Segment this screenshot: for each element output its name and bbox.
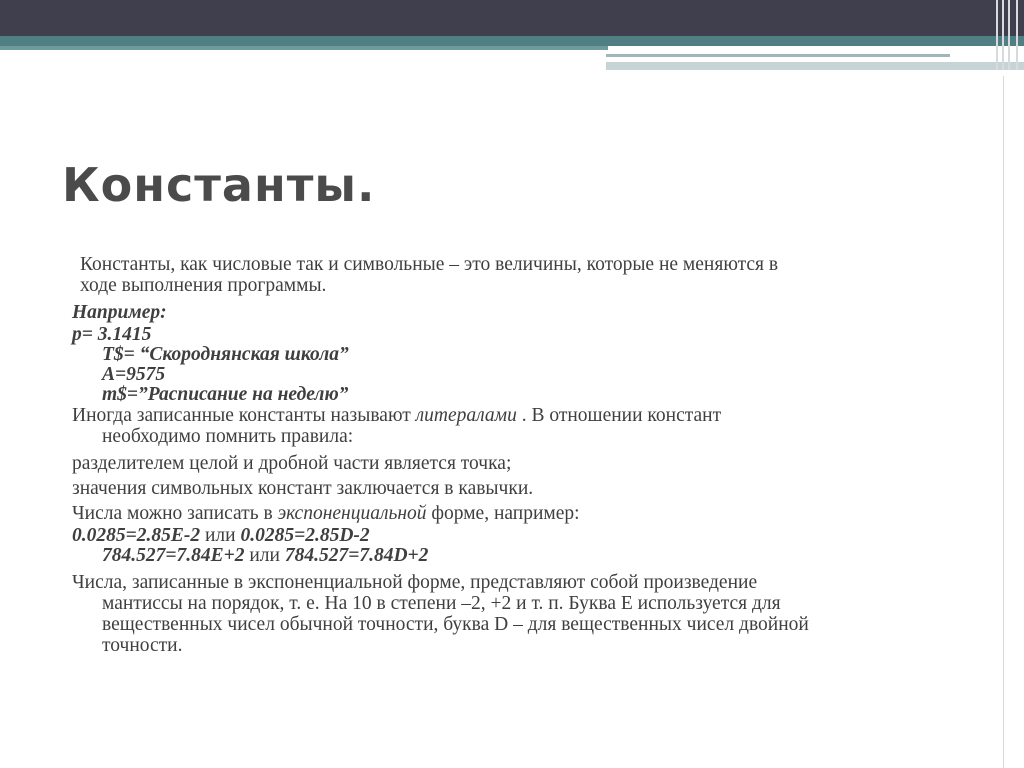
final-text: мантиссы на порядок, т. е. На 10 в степени –2, +2 и т. п. Буква Е используется для — [102, 593, 781, 614]
decor-stripe — [606, 54, 950, 57]
rule-item: разделителем целой и дробной части является точка; — [72, 453, 512, 474]
final-text: Числа, записанные в экспоненциальной форме, представляют собой произведение — [72, 572, 758, 593]
exponential-example: 784.527=7.84E+2 или 784.527=7.84D+2 — [102, 545, 429, 566]
header-bar — [0, 0, 1024, 36]
final-text: вещественных чисел обычной точности, буква D – для вещественных чисел двойной — [102, 614, 809, 635]
decor-stripe — [606, 62, 1024, 70]
example-item: m$=”Расписание на неделю” — [102, 384, 349, 405]
slide-title: Константы. — [62, 158, 376, 212]
exponential-text: форме, например: — [426, 503, 580, 524]
example-label: Например: — [72, 302, 167, 323]
decor-right-rule — [1003, 76, 1004, 768]
intro-paragraph — [80, 254, 962, 296]
intro-line: Константы, как числовые так и символьные – это величины, которые не меняются в — [80, 254, 779, 275]
exponential-examples — [72, 526, 962, 566]
literals-text: . В отношении констант — [516, 405, 722, 426]
example-item: T$= “Скороднянская школа” — [102, 344, 349, 365]
decor-edge-lines — [992, 0, 1024, 70]
slide-body — [72, 254, 962, 662]
literals-term: литералами — [415, 405, 517, 426]
rule-item: значения символьных констант заключается в кавычки. — [72, 478, 534, 499]
final-text: точности. — [102, 635, 183, 656]
exponential-example: 0.0285=2.85E-2 или 0.0285=2.85D-2 — [72, 525, 370, 546]
exponential-term: экспоненциальной — [277, 503, 427, 524]
intro-line: ходе выполнения программы. — [80, 275, 327, 296]
header-accent-band — [0, 36, 1024, 46]
exponential-text: Числа можно записать в — [72, 503, 278, 524]
header-accent-strip — [0, 46, 608, 50]
literals-paragraph — [72, 405, 962, 447]
exponential-paragraph — [72, 503, 962, 524]
final-paragraph — [72, 572, 962, 656]
example-list — [72, 325, 962, 405]
example-item: A=9575 — [102, 364, 166, 385]
literals-text: необходимо помнить правила: — [102, 426, 354, 447]
example-item: p= 3.1415 — [72, 324, 152, 345]
literals-text: Иногда записанные константы называют — [72, 405, 416, 426]
